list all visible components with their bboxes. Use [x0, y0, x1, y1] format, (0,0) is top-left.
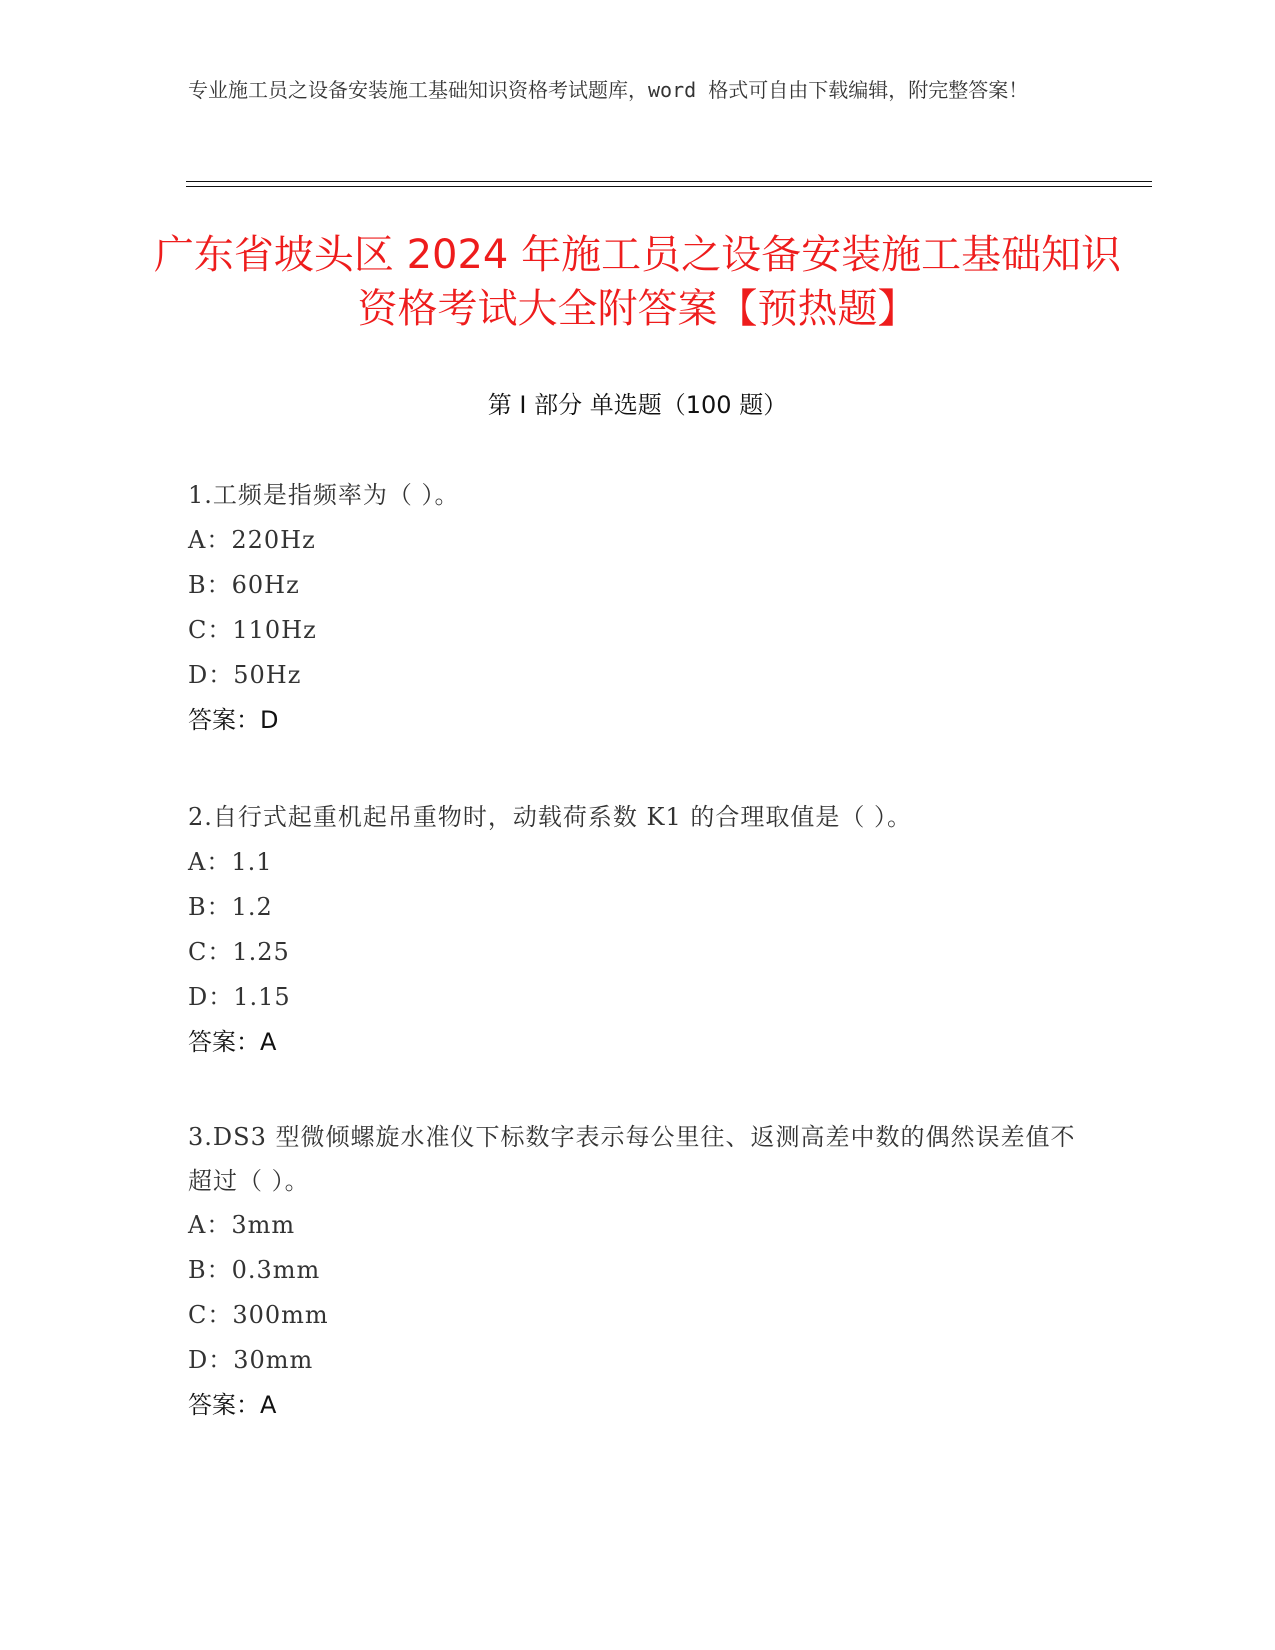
option-b: B：0.3mm [188, 1256, 321, 1284]
answer: 答案：A [188, 1028, 277, 1056]
option-a: A：1.1 [188, 848, 273, 876]
document-title: 广东省坡头区 2024 年施工员之设备安装施工基础知识资格考试大全附答案【预热题】 [153, 232, 1122, 332]
option-c: C：1.25 [188, 938, 290, 966]
option-c: C：110Hz [188, 616, 317, 644]
question-stem: 3.DS3 型微倾螺旋水准仪下标数字表示每公里往、返测高差中数的偶然误差值不超过（ ）。 [188, 1123, 1076, 1195]
header-divider-top [186, 181, 1152, 182]
answer: 答案：A [188, 1391, 277, 1419]
option-d: D：1.15 [188, 983, 291, 1011]
option-b: B：1.2 [188, 893, 273, 921]
answer: 答案：D [188, 706, 279, 734]
option-b: B：60Hz [188, 571, 300, 599]
option-c: C：300mm [188, 1301, 329, 1329]
header-divider-bottom [186, 186, 1152, 187]
question-3 [188, 1115, 1088, 1428]
question-stem: 2.自行式起重机起吊重物时，动载荷系数 K1 的合理取值是（ ）。 [188, 803, 912, 831]
header-note: 专业施工员之设备安装施工基础知识资格考试题库，word 格式可自由下载编辑，附完整答案！ [188, 78, 1029, 102]
section-heading: 第 I 部分 单选题（100 题） [487, 391, 788, 419]
question-stem: 1.工频是指频率为（ ）。 [188, 481, 460, 509]
option-a: A：3mm [188, 1211, 296, 1239]
option-a: A：220Hz [188, 526, 316, 554]
question-1 [188, 473, 1088, 743]
option-d: D：50Hz [188, 661, 302, 689]
option-d: D：30mm [188, 1346, 314, 1374]
question-2 [188, 795, 1088, 1065]
